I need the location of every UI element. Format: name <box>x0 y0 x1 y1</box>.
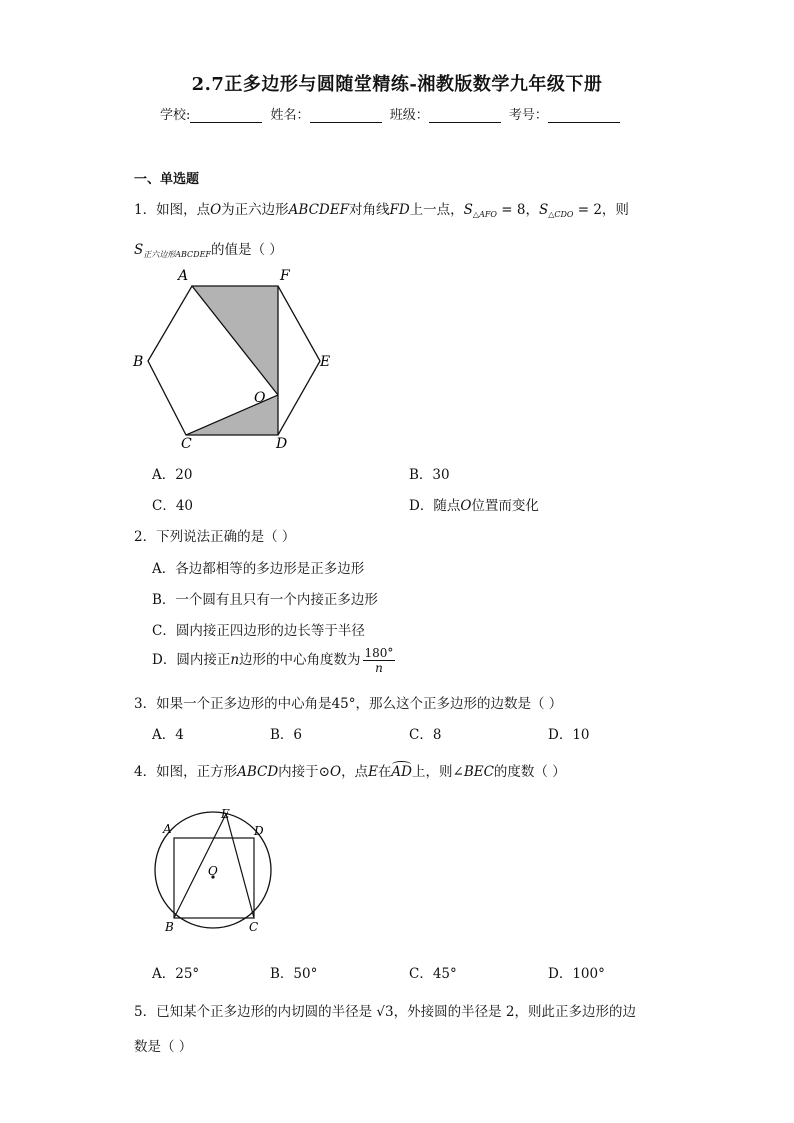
label-C: C <box>249 920 259 934</box>
q4-option-a[interactable]: A．25° <box>152 966 200 982</box>
label-A: A <box>163 822 172 836</box>
q3-option-c[interactable]: C．8 <box>409 727 442 743</box>
q1-option-b[interactable]: B．30 <box>409 467 450 483</box>
sqrt-3: √3 <box>376 1004 394 1020</box>
q4-option-b[interactable]: B．50° <box>270 966 318 982</box>
label-O: O <box>208 864 218 878</box>
q2-stem: 2．下列说法正确的是（ ） <box>134 529 296 545</box>
label-B: B <box>133 354 144 370</box>
section-title: 一、单选题 <box>134 172 200 187</box>
q3-stem: 3．如果一个正多边形的中心角是45°，那么这个正多边形的边数是（ ） <box>134 696 563 712</box>
id-label: 考号： <box>508 108 548 123</box>
school-blank[interactable] <box>190 109 262 123</box>
q3-option-d[interactable]: D．10 <box>548 727 590 743</box>
q2-option-a[interactable]: A．各边都相等的多边形是正多边形 <box>152 561 365 577</box>
q3-option-b[interactable]: B．6 <box>270 727 303 743</box>
label-O: O <box>254 390 266 406</box>
label-A: A <box>178 268 189 284</box>
name-blank[interactable] <box>310 109 382 123</box>
q5-stem: 5．已知某个正多边形的内切圆的半径是 √3，外接圆的半径是 2，则此正多边形的边 <box>134 1004 636 1020</box>
name-label: 姓名： <box>270 108 310 123</box>
fraction-180-over-n: $\frac{180^\circ}{n}$ <box>364 646 394 675</box>
q1-option-a[interactable]: A．20 <box>152 467 193 483</box>
q1-stem: 1．如图，点O为正六边形ABCDEF对角线FD上一点，$S_{\triangle AFO} = 8$，$S_{\triangle CDO} = 2$，则 <box>134 202 629 219</box>
q2-option-d[interactable]: D．圆内接正n边形的中心角度数为 $\frac{180^\circ}{n}$ <box>152 646 394 675</box>
page-title: 2.7正多边形与圆随堂精练-湘教版数学九年级下册 <box>191 74 603 95</box>
q1-option-d[interactable]: D．随点O位置而变化 <box>409 498 539 514</box>
hexagon-figure <box>128 262 338 452</box>
q3-option-a[interactable]: A．4 <box>152 727 184 743</box>
class-label: 班级： <box>389 108 429 123</box>
label-E: E <box>221 807 230 821</box>
q4-option-c[interactable]: C．45° <box>409 966 457 982</box>
label-F: F <box>280 268 290 284</box>
school-label: 学校: <box>160 108 191 123</box>
label-D: D <box>276 436 288 452</box>
q4-stem: 4．如图，正方形ABCD内接于⊙O，点E在AD上，则∠BEC的度数（ ） <box>134 764 566 780</box>
label-D: D <box>254 824 264 838</box>
circle-square-figure <box>150 805 285 940</box>
q1-stem-cont: $S_{正六边形ABCDEF}$的值是（ ） <box>134 242 283 259</box>
q5-stem-cont: 数是（ ） <box>134 1039 193 1055</box>
class-blank[interactable] <box>429 109 501 123</box>
arc-AD: AD <box>391 764 412 780</box>
q2-option-c[interactable]: C．圆内接正四边形的边长等于半径 <box>152 623 365 639</box>
q2-option-b[interactable]: B．一个圆有且只有一个内接正多边形 <box>152 592 378 608</box>
student-info-line <box>160 104 624 123</box>
label-C: C <box>181 436 192 452</box>
label-B: B <box>165 920 174 934</box>
q4-option-d[interactable]: D．100° <box>548 966 605 982</box>
id-blank[interactable] <box>548 109 620 123</box>
q1-option-c[interactable]: C．40 <box>152 498 194 514</box>
label-E: E <box>320 354 331 370</box>
